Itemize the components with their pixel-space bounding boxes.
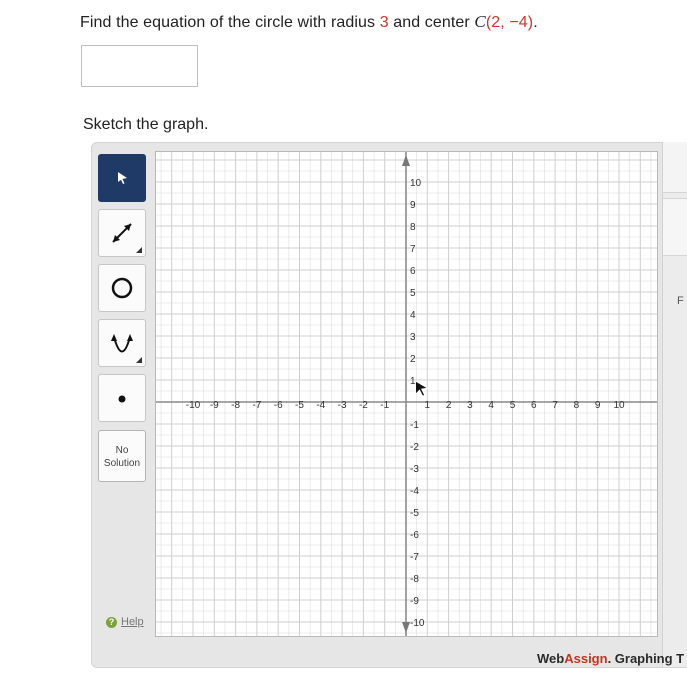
webassign-brand: WebAssign. Graphing T	[537, 651, 685, 666]
y-tick-label: -8	[410, 574, 419, 585]
parabola-tool-icon	[107, 328, 137, 358]
equation-answer-input[interactable]	[81, 45, 198, 87]
y-tick-label: 5	[410, 288, 416, 299]
x-tick-label: -10	[185, 400, 201, 411]
y-tick-label: 7	[410, 244, 416, 255]
x-tick-label: 8	[573, 400, 580, 411]
right-panel-button-2[interactable]	[663, 198, 687, 256]
line-tool-button[interactable]	[98, 209, 146, 257]
parabola-tool-button[interactable]	[98, 319, 146, 367]
x-tick-label: 10	[613, 400, 625, 411]
x-tick-label: -3	[337, 400, 347, 411]
y-tick-label: -6	[410, 530, 419, 541]
cursor-arrow-icon	[112, 168, 132, 188]
y-tick-label: 3	[410, 332, 416, 343]
x-tick-label: -9	[209, 400, 219, 411]
point-tool-icon	[112, 388, 132, 408]
x-tick-label: -2	[358, 400, 368, 411]
center-name: C	[474, 12, 486, 31]
y-tick-label: -4	[410, 486, 419, 497]
sketch-label: Sketch the graph.	[83, 116, 209, 133]
x-tick-label: -8	[231, 400, 241, 411]
point-tool-button[interactable]	[98, 374, 146, 422]
graph-canvas[interactable]	[155, 151, 658, 637]
coordinate-grid[interactable]	[156, 152, 657, 636]
y-tick-label: -10	[410, 618, 425, 629]
center-coords: (2, −4)	[485, 14, 534, 31]
right-panel-label: F	[677, 295, 684, 307]
right-panel-button-1[interactable]	[663, 142, 687, 193]
x-tick-label: -1	[380, 400, 390, 411]
radius-value: 3	[379, 14, 389, 31]
y-tick-label: 9	[410, 200, 416, 211]
y-tick-label: -3	[410, 464, 419, 475]
mouse-cursor-icon	[416, 381, 428, 396]
x-tick-label: -5	[295, 400, 304, 411]
y-tick-label: -1	[410, 420, 419, 431]
x-tick-label: 7	[552, 400, 558, 411]
y-tick-label: 10	[410, 178, 422, 189]
circle-tool-button[interactable]	[98, 264, 146, 312]
y-tick-label: -5	[410, 508, 419, 519]
x-tick-label: -6	[273, 400, 283, 411]
help-link[interactable]: ? Help	[106, 616, 144, 628]
x-tick-label: 3	[467, 400, 473, 411]
x-tick-label: 4	[488, 400, 494, 411]
right-side-panel	[662, 142, 687, 667]
pointer-tool-button[interactable]	[98, 154, 146, 202]
x-tick-label: 5	[509, 400, 516, 411]
x-tick-label: -7	[252, 400, 262, 411]
y-tick-label: 6	[410, 266, 416, 277]
y-tick-label: -7	[410, 552, 419, 563]
help-icon: ?	[106, 617, 117, 628]
x-tick-label: 1	[424, 400, 431, 411]
no-solution-button[interactable]: No Solution	[98, 430, 146, 482]
y-tick-label: 1	[410, 376, 416, 387]
x-tick-label: 6	[531, 400, 537, 411]
y-tick-label: -9	[410, 596, 419, 607]
line-tool-icon	[106, 217, 138, 249]
y-tick-label: 8	[410, 222, 416, 233]
x-tick-label: 2	[445, 400, 452, 411]
x-tick-label: -4	[316, 400, 326, 411]
y-axis-arrow-down-icon	[402, 622, 410, 633]
y-tick-label: -2	[410, 442, 419, 453]
circle-tool-icon	[107, 273, 137, 303]
question-text: Find the equation of the circle with radius 3 and center C(2, −4).	[80, 12, 538, 31]
y-tick-label: 2	[410, 354, 416, 365]
x-tick-label: 9	[594, 400, 601, 411]
y-tick-label: 4	[410, 310, 416, 321]
